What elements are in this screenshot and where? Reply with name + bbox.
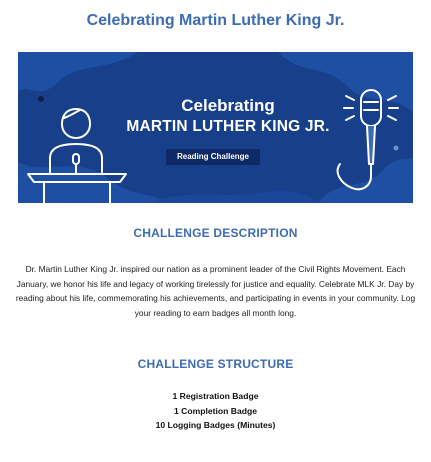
page-title: Celebrating Martin Luther King Jr. xyxy=(86,12,345,29)
structure-list xyxy=(0,389,431,433)
list-item: 10 Logging Badges (Minutes) xyxy=(155,420,276,430)
dot-decoration xyxy=(394,146,399,151)
description-text: Dr. Martin Luther King Jr. inspired our nation as a prominent leader of the Civil Rights Movement. Each January, we honor his life and legacy of working tirelessly for justice and equality. Celebrate MLK Jr. Day by reading about his life, commemorating his achievements, and participating in events in your community. Log your reading to earn badges all month long. xyxy=(15,264,416,318)
wave-shape xyxy=(18,52,138,92)
list-item: 1 Completion Badge xyxy=(173,405,258,416)
banner-tag: Reading Challenge xyxy=(166,149,260,165)
wave-shape xyxy=(318,157,413,203)
banner-heading-line1: Celebrating xyxy=(181,96,275,115)
description-heading: CHALLENGE DESCRIPTION xyxy=(133,226,298,240)
structure-heading: CHALLENGE STRUCTURE xyxy=(137,357,294,371)
wave-shape xyxy=(148,191,323,203)
challenge-banner xyxy=(18,52,413,203)
banner-heading-line2: MARTIN LUTHER KING JR. xyxy=(126,118,330,135)
list-item: 1 Registration Badge xyxy=(172,391,259,401)
